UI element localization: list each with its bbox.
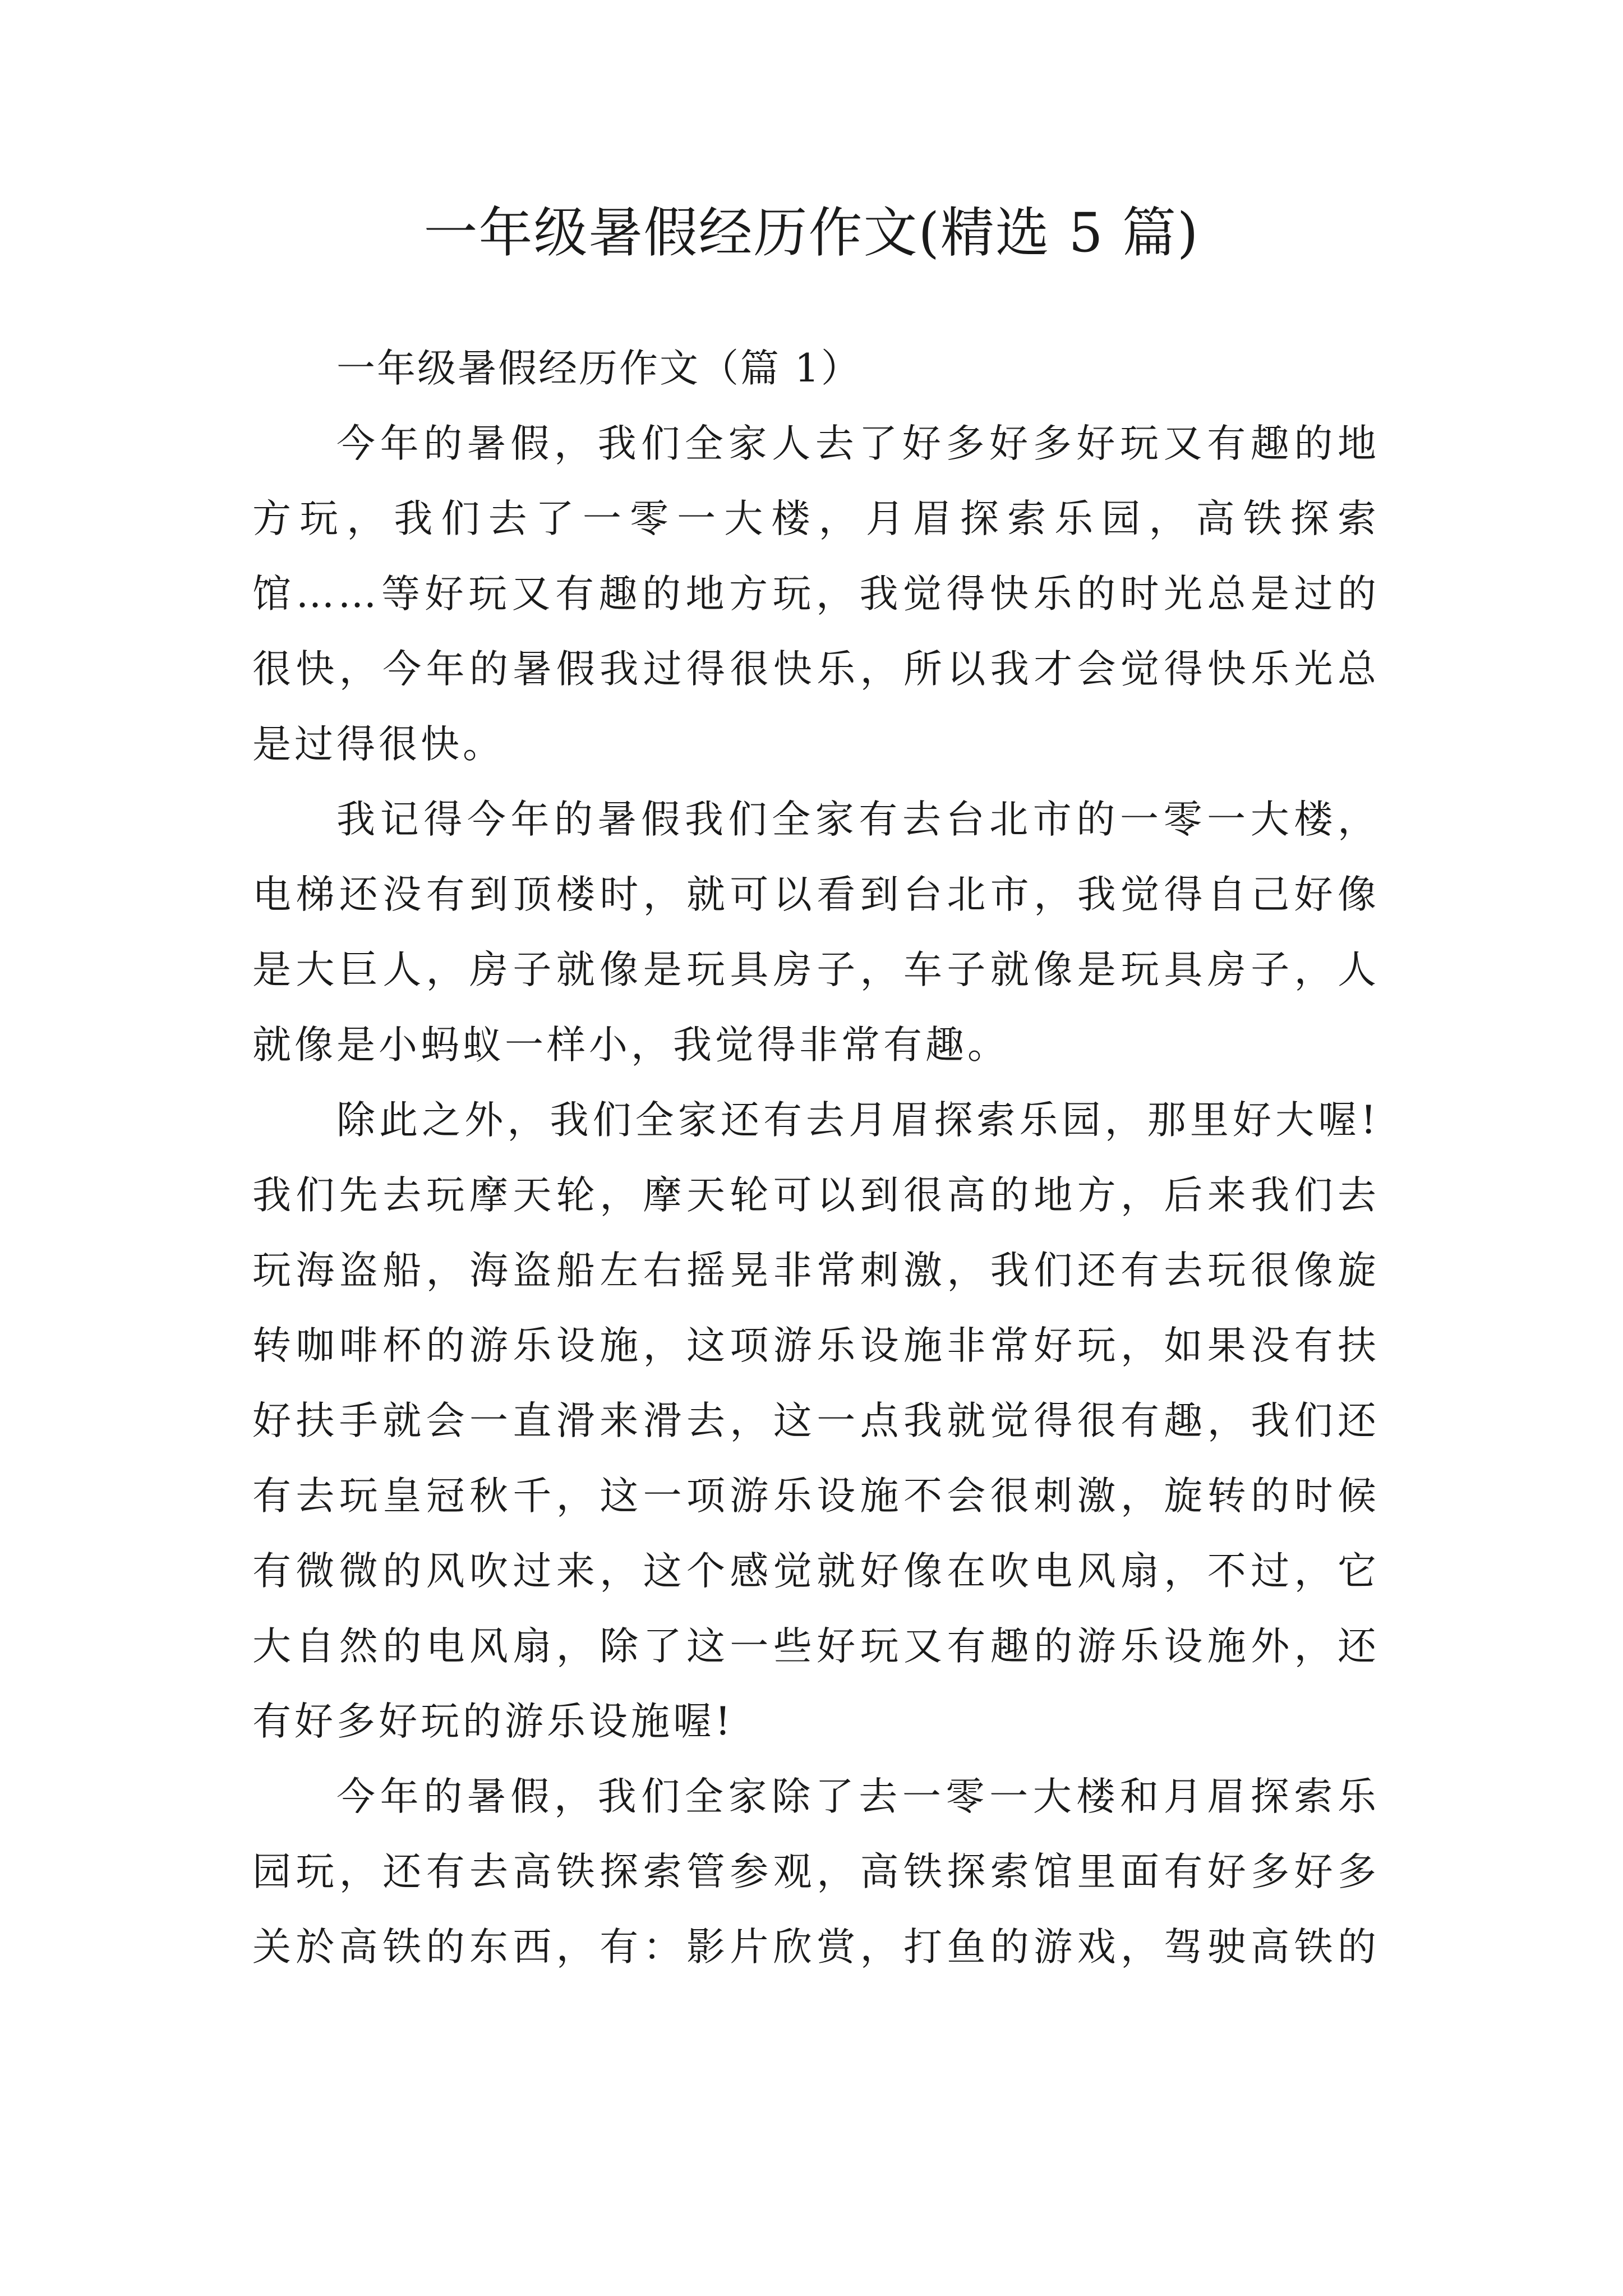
paragraph-3-line-8: 大自然的电风扇，除了这一些好玩又有趣的游乐设施外，还 [252,1624,1380,1669]
paragraph-1-line-3: 馆……等好玩又有趣的地方玩，我觉得快乐的时光总是过的 [252,572,1380,616]
paragraph-2-line-3: 是大巨人，房子就像是玩具房子，车子就像是玩具房子，人 [252,947,1380,992]
paragraph-3-line-4: 转咖啡杯的游乐设施，这项游乐设施非常好玩，如果没有扶 [252,1323,1380,1368]
paragraph-2-line-2: 电梯还没有到顶楼时，就可以看到台北市，我觉得自己好像 [252,872,1380,917]
paragraph-3-line-3: 玩海盗船，海盗船左右摇晃非常刺激，我们还有去玩很像旋 [252,1248,1380,1293]
paragraph-1-line-1: 今年的暑假，我们全家人去了好多好多好玩又有趣的地 [336,421,1380,466]
paragraph-3-line-6: 有去玩皇冠秋千，这一项游乐设施不会很刺激，旋转的时候 [252,1474,1380,1519]
document-body [252,331,1380,1985]
section-heading: 一年级暑假经历作文（篇 1） [336,346,861,391]
paragraph-1-line-5: 是过得很快。 [252,722,505,767]
paragraph-3-line-2: 我们先去玩摩天轮，摩天轮可以到很高的地方，后来我们去 [252,1173,1380,1218]
paragraph-4-line-1: 今年的暑假，我们全家除了去一零一大楼和月眉探索乐 [336,1774,1380,1819]
paragraph-2-line-1: 我记得今年的暑假我们全家有去台北市的一零一大楼， [336,797,1380,842]
paragraph-1-line-2: 方玩，我们去了一零一大楼，月眉探索乐园，高铁探索 [252,496,1380,541]
paragraph-4-line-3: 关於高铁的东西，有：影片欣赏，打鱼的游戏，驾驶高铁的 [252,1925,1380,1970]
paragraph-3-line-5: 好扶手就会一直滑来滑去，这一点我就觉得很有趣，我们还 [252,1398,1380,1443]
paragraph-2-line-4: 就像是小蚂蚁一样小，我觉得非常有趣。 [252,1023,1009,1068]
paragraph-3-line-9: 有好多好玩的游乐设施喔! [252,1699,734,1744]
paragraph-3-line-1: 除此之外，我们全家还有去月眉探索乐园，那里好大喔! [336,1098,1380,1143]
paragraph-4-line-2: 园玩，还有去高铁探索管参观，高铁探索馆里面有好多好多 [252,1849,1380,1894]
paragraph-1-line-4: 很快，今年的暑假我过得很快乐，所以我才会觉得快乐光总 [252,647,1380,692]
document-title: 一年级暑假经历作文(精选 5 篇) [423,201,1200,264]
paragraph-3-line-7: 有微微的风吹过来，这个感觉就好像在吹电风扇，不过，它 [252,1549,1380,1594]
